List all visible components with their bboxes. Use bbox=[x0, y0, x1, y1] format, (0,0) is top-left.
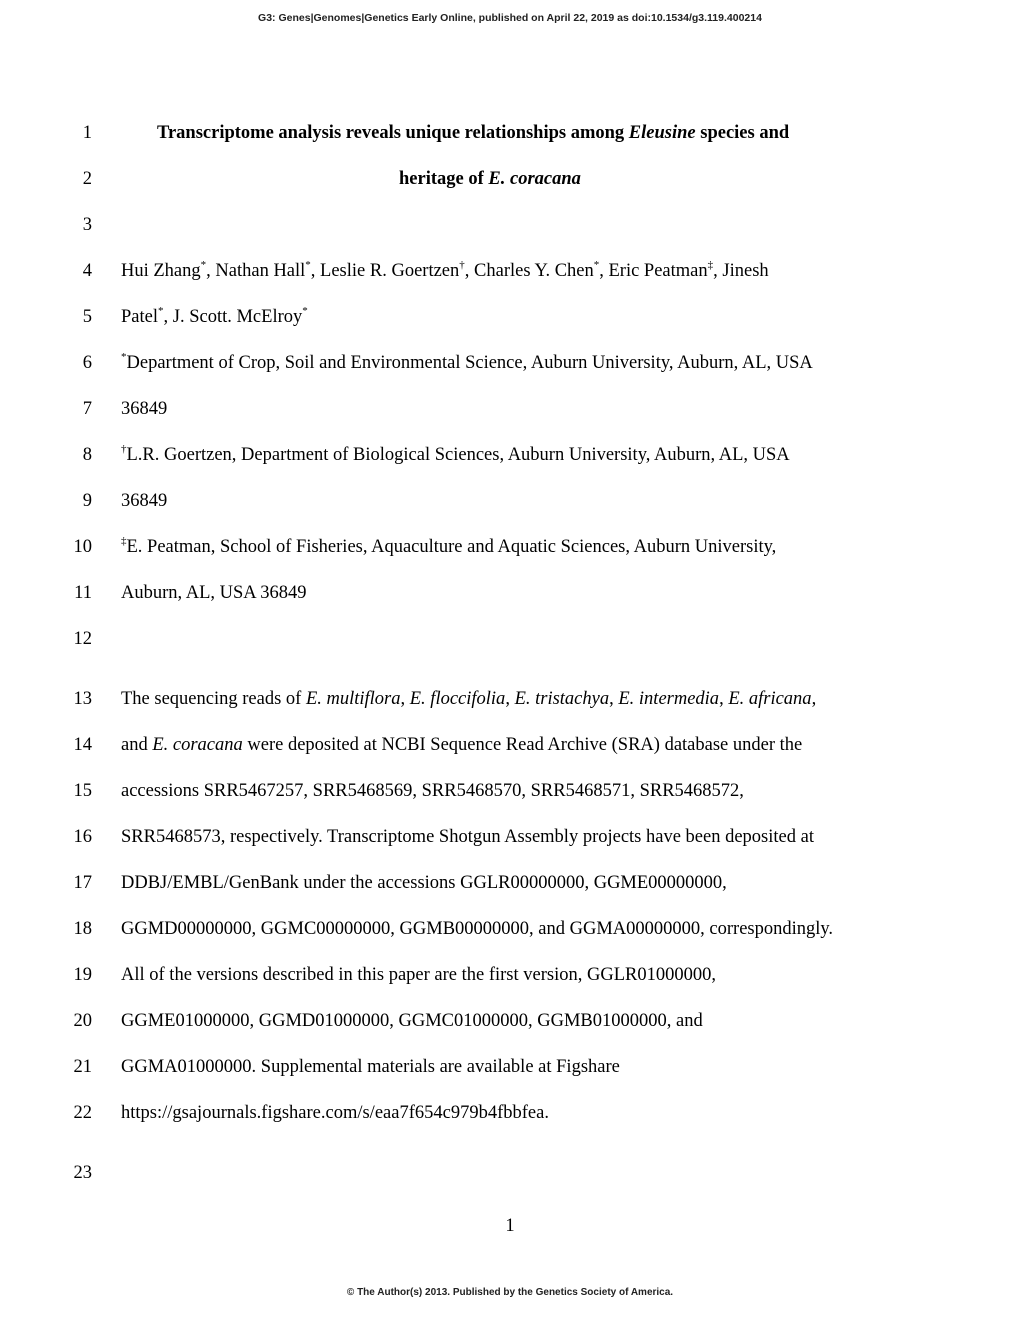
data-statement-line: accessions SRR5467257, SRR5468569, SRR5468570, SRR5468571, SRR5468572, bbox=[121, 781, 744, 801]
line-number: 23 bbox=[73, 1163, 92, 1183]
data-statement-line: The sequencing reads of E. multiflora, E. floccifolia, E. tristachya, E. intermedia, E. africana, bbox=[121, 689, 817, 709]
data-statement-line: GGMA01000000. Supplemental materials are available at Figshare bbox=[121, 1057, 620, 1077]
affiliation-1-zip: 36849 bbox=[121, 399, 168, 419]
line-number: 20 bbox=[73, 1011, 92, 1031]
affiliation-2: †L.R. Goertzen, Department of Biological Sciences, Auburn University, Auburn, AL, USA bbox=[121, 442, 790, 465]
line-number: 15 bbox=[73, 781, 92, 801]
data-statement-line: GGME01000000, GGMD01000000, GGMC01000000, GGMB01000000, and bbox=[121, 1011, 703, 1031]
line-number: 14 bbox=[73, 735, 92, 755]
figshare-link[interactable]: https://gsajournals.figshare.com/s/eaa7f654c979b4fbbfea. bbox=[121, 1103, 549, 1123]
line-number: 22 bbox=[73, 1103, 92, 1123]
page-number: 1 bbox=[505, 1216, 515, 1236]
line-number: 12 bbox=[73, 629, 92, 649]
line-number: 17 bbox=[73, 873, 92, 893]
affiliation-3-continued: Auburn, AL, USA 36849 bbox=[121, 583, 307, 603]
line-number: 18 bbox=[73, 919, 92, 939]
line-number: 19 bbox=[73, 965, 92, 985]
line-number: 8 bbox=[82, 445, 92, 465]
paper-title-line-1: Transcriptome analysis reveals unique relationships among Eleusine species and bbox=[157, 123, 790, 143]
journal-banner: G3: Genes|Genomes|Genetics Early Online, published on April 22, 2019 as doi:10.1534/g3.119.400214 bbox=[258, 12, 762, 24]
line-number: 7 bbox=[82, 399, 92, 419]
line-number: 1 bbox=[82, 123, 92, 143]
line-number: 16 bbox=[73, 827, 92, 847]
line-number: 6 bbox=[82, 353, 92, 373]
affiliation-3: ‡E. Peatman, School of Fisheries, Aquaculture and Aquatic Sciences, Auburn University, bbox=[121, 534, 777, 557]
author-list: Hui Zhang*, Nathan Hall*, Leslie R. Goertzen†, Charles Y. Chen*, Eric Peatman‡, Jinesh bbox=[121, 258, 769, 281]
line-number: 5 bbox=[82, 307, 92, 327]
data-statement-line: SRR5468573, respectively. Transcriptome Shotgun Assembly projects have been deposited at bbox=[121, 827, 814, 847]
line-number: 9 bbox=[82, 491, 92, 511]
copyright-footer: © The Author(s) 2013. Published by the Genetics Society of America. bbox=[346, 1287, 674, 1298]
data-statement-line: All of the versions described in this paper are the first version, GGLR01000000, bbox=[121, 965, 716, 985]
paper-title-line-2: heritage of E. coracana bbox=[399, 169, 581, 189]
line-number: 3 bbox=[82, 215, 92, 235]
author-list-continued: Patel*, J. Scott. McElroy* bbox=[121, 304, 308, 327]
line-number: 13 bbox=[73, 689, 92, 709]
affiliation-1: *Department of Crop, Soil and Environmental Science, Auburn University, Auburn, AL, USA bbox=[121, 350, 813, 373]
line-number: 2 bbox=[82, 169, 92, 189]
line-number: 21 bbox=[73, 1057, 92, 1077]
line-number: 4 bbox=[82, 261, 92, 281]
affiliation-2-zip: 36849 bbox=[121, 491, 168, 511]
data-statement-line: GGMD00000000, GGMC00000000, GGMB00000000, and GGMA00000000, correspondingly. bbox=[121, 919, 834, 939]
data-statement-line: DDBJ/EMBL/GenBank under the accessions GGLR00000000, GGME00000000, bbox=[121, 873, 727, 893]
data-statement-line: and E. coracana were deposited at NCBI Sequence Read Archive (SRA) database under the bbox=[121, 735, 803, 755]
line-number: 10 bbox=[73, 537, 92, 557]
line-number: 11 bbox=[74, 583, 92, 603]
title-genus: Eleusine bbox=[628, 123, 696, 143]
